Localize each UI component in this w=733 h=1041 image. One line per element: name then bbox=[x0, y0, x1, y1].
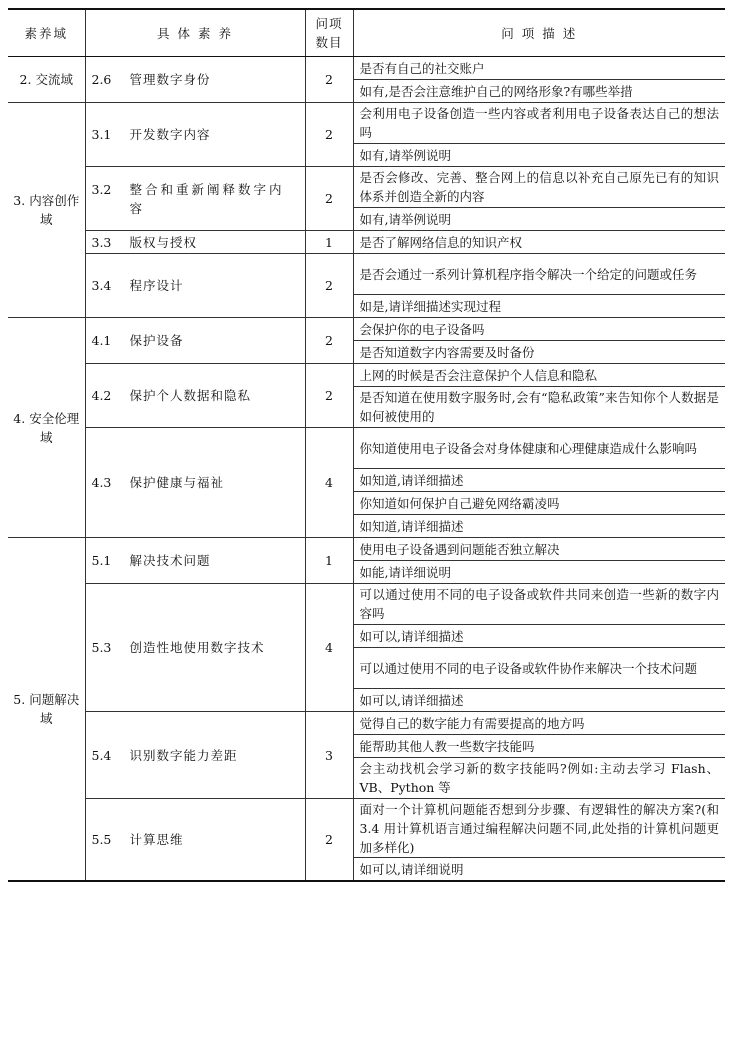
count-cell: 2 bbox=[305, 103, 353, 167]
question-cell: 面对一个计算机问题能否想到分步骤、有逻辑性的解决方案?(和 3.4 用计算机语言通过编程解决问题不同,此处指的计算机问题更加多样化) bbox=[353, 799, 725, 858]
count-cell: 2 bbox=[305, 318, 353, 364]
table-row bbox=[8, 167, 725, 208]
competence-cell bbox=[85, 799, 305, 882]
competence-name: 识别数字能力差距 bbox=[129, 747, 238, 763]
count-cell: 2 bbox=[305, 799, 353, 882]
competence-number: 4.1 bbox=[91, 333, 112, 348]
question-cell: 可以通过使用不同的电子设备或软件协作来解决一个技术问题 bbox=[353, 648, 725, 689]
competence-name: 创造性地使用数字技术 bbox=[129, 640, 265, 655]
competence-number: 3.3 bbox=[91, 234, 112, 250]
competence-cell bbox=[85, 364, 305, 428]
question-cell: 如是,请详细描述实现过程 bbox=[353, 295, 725, 318]
competence-cell bbox=[85, 57, 305, 103]
competence-number: 3.2 bbox=[91, 181, 112, 197]
question-cell: 是否知道数字内容需要及时备份 bbox=[353, 341, 725, 364]
question-cell: 如能,请详细说明 bbox=[353, 561, 725, 584]
count-cell: 2 bbox=[305, 57, 353, 103]
question-cell: 使用电子设备遇到问题能否独立解决 bbox=[353, 538, 725, 561]
question-cell: 会保护你的电子设备吗 bbox=[353, 318, 725, 341]
competence-name: 版权与授权 bbox=[129, 234, 198, 250]
table-row bbox=[8, 103, 725, 144]
competence-name: 保护设备 bbox=[129, 333, 184, 348]
domain-cell: 4. 安全伦理域 bbox=[8, 318, 85, 538]
competence-cell bbox=[85, 231, 305, 254]
competence-name: 开发数字内容 bbox=[129, 127, 211, 142]
competence-cell bbox=[85, 254, 305, 318]
header-domain: 素养域 bbox=[8, 9, 85, 57]
table-row bbox=[8, 318, 725, 341]
competence-number: 3.4 bbox=[91, 278, 112, 293]
count-cell: 4 bbox=[305, 584, 353, 712]
header-count: 问项 数目 bbox=[305, 9, 353, 57]
domain-cell: 3. 内容创作域 bbox=[8, 103, 85, 318]
question-cell: 会利用电子设备创造一些内容或者利用电子设备表达自己的想法吗 bbox=[353, 103, 725, 144]
competence-name: 保护健康与福祉 bbox=[129, 475, 225, 490]
question-cell: 是否会修改、完善、整合网上的信息以补充自己原先已有的知识体系并创造全新的内容 bbox=[353, 167, 725, 208]
count-cell: 2 bbox=[305, 167, 353, 231]
question-cell: 上网的时候是否会注意保护个人信息和隐私 bbox=[353, 364, 725, 387]
table-row bbox=[8, 584, 725, 625]
competence-number: 4.2 bbox=[91, 388, 112, 403]
competence-number: 5.3 bbox=[91, 640, 112, 655]
question-cell: 是否了解网络信息的知识产权 bbox=[353, 231, 725, 254]
question-cell: 你知道如何保护自己避免网络霸凌吗 bbox=[353, 492, 725, 515]
count-cell: 2 bbox=[305, 254, 353, 318]
question-cell: 是否知道在使用数字服务时,会有“隐私政策”来告知你个人数据是如何被使用的 bbox=[353, 387, 725, 428]
competence-number: 5.1 bbox=[91, 553, 112, 568]
domain-cell: 5. 问题解决域 bbox=[8, 538, 85, 882]
table-header-row bbox=[8, 9, 725, 57]
table-row bbox=[8, 231, 725, 254]
question-cell: 能帮助其他人教一些数字技能吗 bbox=[353, 735, 725, 758]
question-cell: 是否有自己的社交账户 bbox=[353, 57, 725, 80]
competence-name: 整合和重新阐释数字内容 bbox=[129, 181, 285, 216]
question-cell: 如有,请举例说明 bbox=[353, 208, 725, 231]
competence-number: 4.3 bbox=[91, 475, 112, 490]
header-description: 问 项 描 述 bbox=[353, 9, 725, 57]
header-competence: 具 体 素 养 bbox=[85, 9, 305, 57]
question-cell: 你知道使用电子设备会对身体健康和心理健康造成什么影响吗 bbox=[353, 428, 725, 469]
question-cell: 如有,请举例说明 bbox=[353, 144, 725, 167]
count-cell: 3 bbox=[305, 712, 353, 799]
competence-cell bbox=[85, 167, 305, 231]
question-cell: 会主动找机会学习新的数字技能吗?例如:主动去学习 Flash、VB、Python 等 bbox=[353, 758, 725, 799]
table-row bbox=[8, 428, 725, 469]
table-row bbox=[8, 57, 725, 80]
competence-name: 解决技术问题 bbox=[129, 553, 211, 568]
domain-cell: 2. 交流域 bbox=[8, 57, 85, 103]
competence-number: 5.4 bbox=[91, 747, 112, 763]
count-cell: 4 bbox=[305, 428, 353, 538]
competence-name: 程序设计 bbox=[129, 278, 184, 293]
table-row bbox=[8, 799, 725, 858]
competence-cell bbox=[85, 538, 305, 584]
count-cell: 2 bbox=[305, 364, 353, 428]
question-cell: 如可以,请详细描述 bbox=[353, 625, 725, 648]
competence-cell bbox=[85, 584, 305, 712]
question-cell: 如知道,请详细描述 bbox=[353, 469, 725, 492]
table-row bbox=[8, 538, 725, 561]
question-cell: 觉得自己的数字能力有需要提高的地方吗 bbox=[353, 712, 725, 735]
competence-table bbox=[8, 8, 725, 882]
question-cell: 如知道,请详细描述 bbox=[353, 515, 725, 538]
competence-cell bbox=[85, 428, 305, 538]
competence-number: 3.1 bbox=[91, 127, 112, 142]
table-row bbox=[8, 254, 725, 295]
table-row bbox=[8, 364, 725, 387]
competence-cell bbox=[85, 712, 305, 799]
table-row bbox=[8, 712, 725, 735]
competence-name: 计算思维 bbox=[129, 832, 184, 847]
competence-name: 保护个人数据和隐私 bbox=[129, 388, 252, 403]
competence-cell bbox=[85, 103, 305, 167]
question-cell: 如可以,请详细描述 bbox=[353, 689, 725, 712]
question-cell: 是否会通过一系列计算机程序指令解决一个给定的问题或任务 bbox=[353, 254, 725, 295]
competence-number: 5.5 bbox=[91, 832, 112, 847]
count-cell: 1 bbox=[305, 538, 353, 584]
count-cell: 1 bbox=[305, 231, 353, 254]
competence-name: 管理数字身份 bbox=[129, 72, 211, 87]
competence-cell bbox=[85, 318, 305, 364]
question-cell: 可以通过使用不同的电子设备或软件共同来创造一些新的数字内容吗 bbox=[353, 584, 725, 625]
question-cell: 如有,是否会注意维护自己的网络形象?有哪些举措 bbox=[353, 80, 725, 103]
question-cell: 如可以,请详细说明 bbox=[353, 858, 725, 882]
competence-number: 2.6 bbox=[91, 72, 112, 87]
